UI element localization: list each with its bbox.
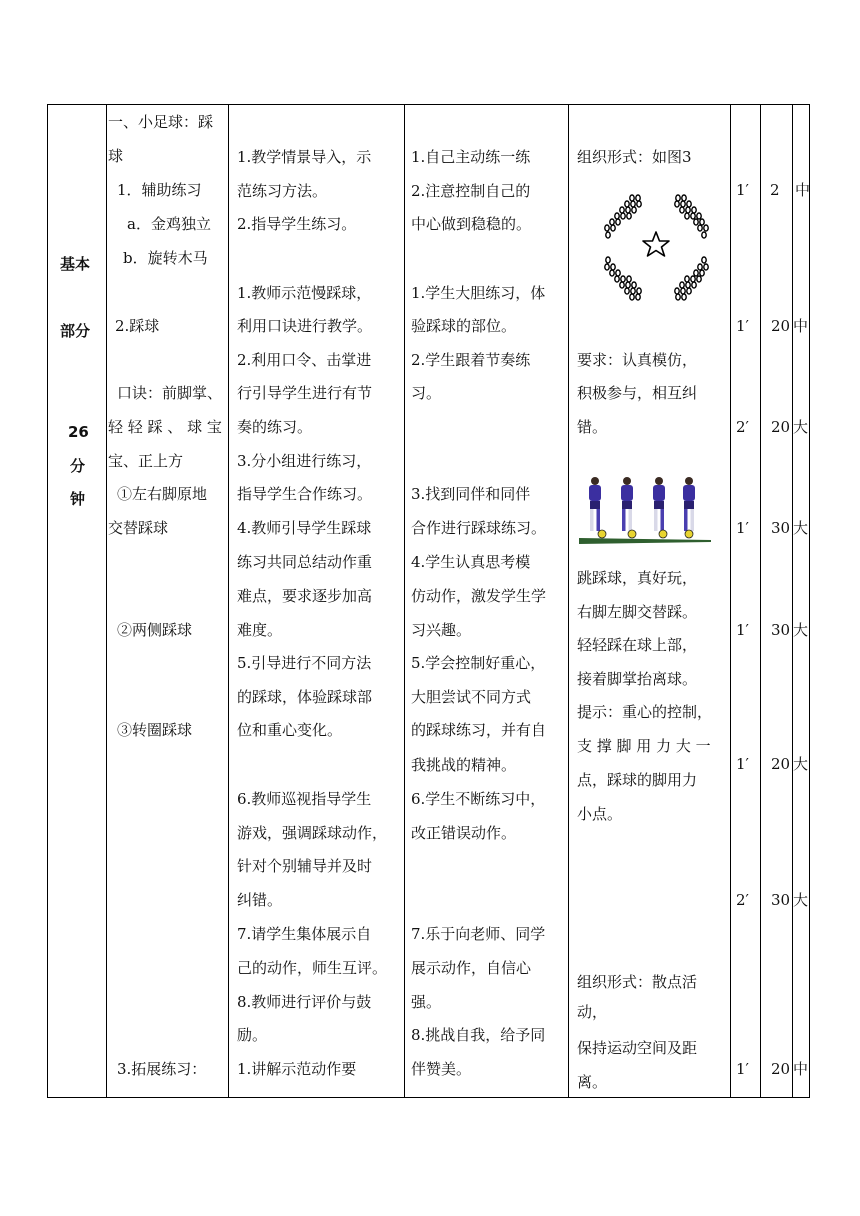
teacher-line: 利用口诀进行教学。 (237, 317, 373, 335)
row-count: 30 (771, 519, 791, 537)
organization-line: 组织形式：散点活 (577, 973, 698, 991)
organization-line: 提示：重心的控制， (577, 703, 713, 721)
teacher-line: 1.教学情景导入，示 (237, 148, 372, 166)
teacher-line: 行引导学生进行有节 (237, 384, 373, 402)
teacher-line: 指导学生合作练习。 (237, 485, 373, 503)
row-count: 20 (771, 418, 791, 436)
column-divider (792, 105, 793, 1097)
teacher-line: 1.讲解示范动作要 (237, 1060, 357, 1078)
organization-line: 动， (577, 1003, 608, 1021)
content-line: b．旋转木马 (123, 249, 208, 267)
content-line: 2.踩球 (115, 317, 160, 335)
teacher-line: 2.利用口令、击掌进 (237, 351, 372, 369)
column-divider (106, 105, 107, 1097)
teacher-line: 游戏，强调踩球动作， (237, 824, 388, 842)
student-line: 1.学生大胆练习，体 (411, 284, 546, 302)
organization-line: 错。 (577, 418, 608, 436)
content-line: 球 (108, 147, 124, 165)
row-intensity: 中 (793, 317, 809, 335)
content-line: 交替踩球 (108, 519, 169, 537)
organization-line: 要求：认真模仿， (577, 351, 698, 369)
teacher-line: 纠错。 (237, 891, 283, 909)
organization-line: 点，踩球的脚用力 (577, 771, 698, 789)
content-line: a．金鸡独立 (127, 215, 211, 233)
student-line: 的踩球练习，并有自 (411, 721, 547, 739)
section-duration: 26 (68, 423, 89, 441)
teacher-line: 2.指导学生练习。 (237, 215, 357, 233)
row-time: 1′ (736, 181, 749, 199)
student-line: 伴赞美。 (411, 1060, 472, 1078)
player-icon (621, 477, 636, 538)
student-line: 4.学生认真思考模 (411, 553, 531, 571)
row-count: 30 (771, 891, 791, 909)
row-time: 1′ (736, 621, 749, 639)
student-line: 合作进行踩球练习。 (411, 519, 547, 537)
row-time: 1′ (736, 1060, 749, 1078)
student-line: 2.学生跟着节奏练 (411, 351, 531, 369)
column-divider (730, 105, 731, 1097)
student-line: 8.挑战自我，给予同 (411, 1026, 546, 1044)
column-divider (568, 105, 569, 1097)
student-line: 习。 (411, 384, 442, 402)
student-line: 中心做到稳稳的。 (411, 215, 532, 233)
row-intensity: 大 (793, 418, 809, 436)
content-line: 口诀：前脚掌、 (117, 384, 223, 402)
teacher-line: 奏的练习。 (237, 418, 313, 436)
student-line: 2.注意控制自己的 (411, 182, 531, 200)
student-line: 改正错误动作。 (411, 824, 517, 842)
row-intensity: 中 (793, 1060, 809, 1078)
row-intensity: 中 (795, 181, 811, 199)
student-line: 1.自己主动练一练 (411, 148, 531, 166)
teacher-line: 1.教师示范慢踩球， (237, 284, 372, 302)
student-line: 我挑战的精神。 (411, 756, 517, 774)
content-line: ③转圈踩球 (117, 721, 193, 739)
student-line: 大胆尝试不同方式 (411, 688, 532, 706)
content-line: 一、小足球：踩 (108, 113, 214, 131)
row-time: 1′ (736, 519, 749, 537)
section-label: 基本 (60, 255, 91, 273)
row-time: 2′ (736, 891, 749, 909)
column-divider (760, 105, 761, 1097)
organization-line: 离。 (577, 1073, 608, 1091)
teacher-line: 4.教师引导学生踩球 (237, 519, 372, 537)
student-line: 验踩球的部位。 (411, 317, 517, 335)
row-count: 2 (770, 181, 780, 199)
organization-line: 跳踩球，真好玩， (577, 569, 698, 587)
soccer-players-image (577, 470, 713, 546)
row-time: 2′ (736, 418, 749, 436)
teacher-line: 7.请学生集体展示自 (237, 925, 372, 943)
teacher-line: 针对个别辅导并及时 (237, 857, 373, 875)
organization-line: 保持运动空间及距 (577, 1039, 698, 1057)
organization-line: 组织形式：如图3 (577, 148, 692, 166)
section-duration-unit: 钟 (70, 490, 86, 508)
teacher-line: 3.分小组进行练习， (237, 452, 372, 470)
content-line: ②两侧踩球 (117, 621, 193, 639)
row-count: 20 (771, 755, 791, 773)
formation-diagram (598, 190, 716, 306)
teacher-line: 位和重心变化。 (237, 721, 343, 739)
row-count: 30 (771, 621, 791, 639)
organization-line: 支 撑 脚 用 力 大 一 (577, 737, 711, 755)
row-count: 20 (771, 317, 791, 335)
student-line: 7.乐于向老师、同学 (411, 925, 546, 943)
content-line: 轻 轻 踩 、 球 宝 (108, 418, 222, 436)
student-line: 展示动作，自信心 (411, 959, 532, 977)
content-line: ①左右脚原地 (117, 485, 208, 503)
organization-line: 右脚左脚交替踩。 (577, 603, 698, 621)
teacher-line: 的踩球，体验踩球部 (237, 688, 373, 706)
content-line: 宝、正上方 (108, 452, 184, 470)
student-line: 仿动作，激发学生学 (411, 587, 547, 605)
row-count: 20 (771, 1060, 791, 1078)
teacher-line: 己的动作，师生互评。 (237, 959, 388, 977)
row-time: 1′ (736, 755, 749, 773)
teacher-line: 励。 (237, 1026, 268, 1044)
teacher-line: 练习共同总结动作重 (237, 553, 373, 571)
student-line: 5.学会控制好重心， (411, 654, 546, 672)
row-time: 1′ (736, 317, 749, 335)
student-line: 3.找到同伴和同伴 (411, 485, 531, 503)
organization-line: 小点。 (577, 805, 623, 823)
organization-line: 接着脚掌抬离球。 (577, 670, 698, 688)
content-line: 1．辅助练习 (117, 181, 202, 199)
teacher-line: 6.教师巡视指导学生 (237, 790, 372, 808)
organization-line: 积极参与，相互纠 (577, 384, 698, 402)
teacher-line: 难点，要求逐步加高 (237, 587, 373, 605)
row-intensity: 大 (793, 891, 809, 909)
student-line: 6.学生不断练习中， (411, 790, 546, 808)
teacher-line: 难度。 (237, 621, 283, 639)
row-intensity: 大 (793, 519, 809, 537)
teacher-line: 8.教师进行评价与鼓 (237, 993, 372, 1011)
row-intensity: 大 (793, 621, 809, 639)
player-icon (653, 477, 667, 538)
student-line: 习兴趣。 (411, 621, 472, 639)
student-line: 强。 (411, 993, 442, 1011)
teacher-line: 范练习方法。 (237, 182, 328, 200)
player-icon (589, 477, 606, 538)
section-duration-unit: 分 (70, 457, 86, 475)
organization-line: 轻轻踩在球上部， (577, 636, 698, 654)
teacher-line: 5.引导进行不同方法 (237, 654, 372, 672)
content-line: 3.拓展练习： (117, 1060, 207, 1078)
section-label: 部分 (60, 322, 91, 340)
row-intensity: 大 (793, 755, 809, 773)
column-divider (228, 105, 229, 1097)
column-divider (404, 105, 405, 1097)
teacher-star-icon (643, 232, 669, 256)
player-icon (683, 477, 695, 538)
